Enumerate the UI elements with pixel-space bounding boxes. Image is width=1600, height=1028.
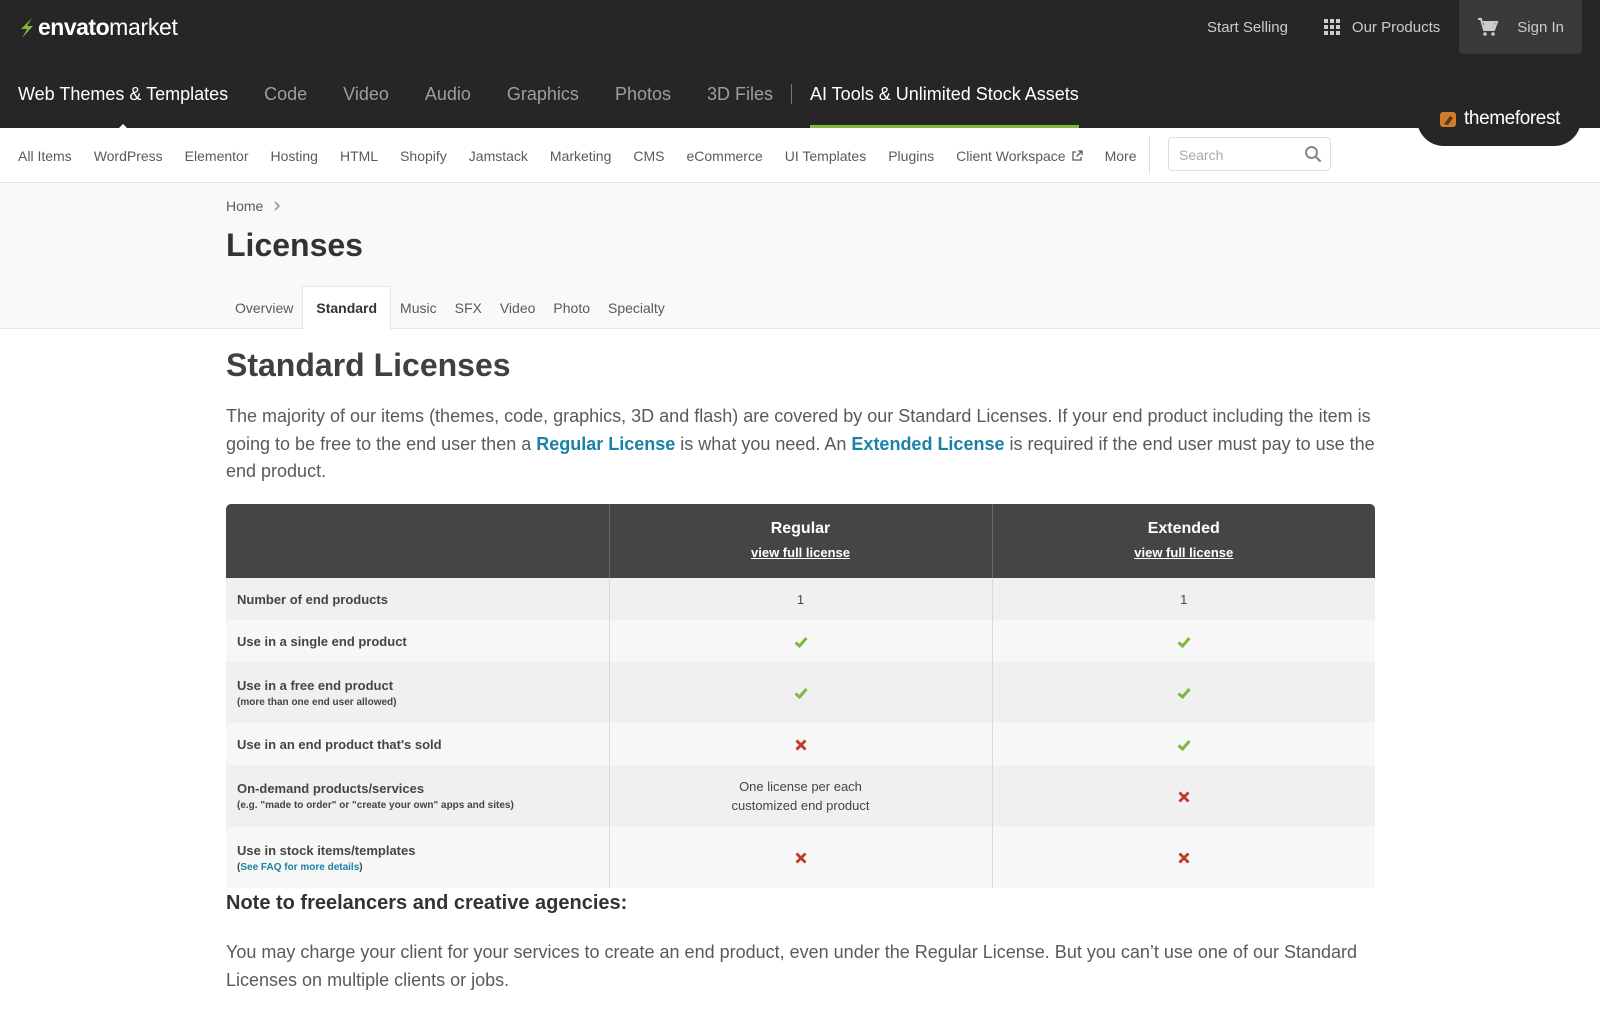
row-label: Number of end products [226, 578, 609, 620]
tab-specialty[interactable]: Specialty [608, 299, 665, 316]
apps-grid-icon [1324, 19, 1340, 35]
extended-column-title: Extended [1147, 520, 1220, 537]
top-header [0, 0, 1600, 128]
subnav-cms[interactable]: CMS [633, 147, 665, 164]
subnav-html[interactable]: HTML [339, 147, 379, 164]
category-code[interactable]: Code [264, 83, 308, 104]
table-row [226, 578, 1375, 620]
header-regular [609, 504, 992, 578]
subnav-ecommerce[interactable]: eCommerce [686, 147, 763, 164]
extended-value [992, 620, 1375, 662]
subnav-client-workspace[interactable] [956, 148, 1082, 164]
row-label: Use in stock items/templates [237, 842, 416, 858]
subnav-all-items[interactable]: All Items [18, 147, 72, 164]
category-divider [791, 84, 792, 104]
chevron-right-icon [273, 201, 281, 211]
intro-text-2: is what you need. An [675, 433, 852, 454]
row-note: (more than one end user allowed) [237, 696, 397, 708]
extended-view-full-license-link[interactable]: view full license [1134, 545, 1234, 560]
page-header [0, 183, 1600, 329]
tab-standard[interactable]: Standard [302, 286, 391, 330]
extended-value [992, 723, 1375, 765]
license-comparison-table [226, 504, 1375, 888]
regular-view-full-license-link[interactable]: view full license [751, 545, 850, 560]
note-suffix: ) [359, 861, 363, 873]
cross-icon [1177, 790, 1191, 804]
search-icon[interactable] [1304, 145, 1322, 163]
category-audio[interactable]: Audio [424, 83, 471, 104]
category-ai-tools[interactable]: AI Tools & Unlimited Stock Assets [810, 83, 1079, 104]
regular-value [609, 662, 992, 723]
search-input[interactable] [1179, 145, 1299, 165]
regular-value [609, 827, 992, 888]
tab-music[interactable]: Music [400, 299, 437, 316]
regular-value [609, 723, 992, 765]
page-title: Licenses [226, 227, 363, 263]
category-graphics[interactable]: Graphics [506, 83, 579, 104]
freelancer-note-text: You may charge your client for your services to create an end product, even under the Regular License. But you can’t use one of our Standard Licenses on multiple clients or jobs. [226, 942, 1358, 990]
breadcrumb [226, 198, 281, 214]
envato-market-logo[interactable] [18, 14, 178, 41]
table-row [226, 662, 1375, 723]
extended-value [992, 765, 1375, 827]
subnav-divider [1149, 136, 1150, 174]
logo-brand: envato [38, 14, 110, 40]
extended-license-link[interactable]: Extended License [851, 433, 1005, 454]
category-nav [18, 80, 1079, 108]
cart-signin-box [1459, 0, 1582, 54]
table-header-row [226, 504, 1375, 578]
check-icon [1177, 686, 1191, 700]
extended-value [992, 662, 1375, 723]
tab-sfx[interactable]: SFX [454, 299, 482, 316]
row-label-cell [226, 827, 609, 888]
client-workspace-label: Client Workspace [956, 147, 1066, 164]
subnav-shopify[interactable]: Shopify [400, 147, 447, 164]
license-tabs [226, 286, 674, 329]
themeforest-badge[interactable] [1417, 92, 1581, 146]
regular-value [609, 620, 992, 662]
check-icon [794, 686, 808, 700]
row-label-cell [226, 662, 609, 723]
row-note: (e.g. "made to order" or "create your own" apps and sites) [237, 800, 514, 811]
subnav-ui-templates[interactable]: UI Templates [784, 147, 867, 164]
subnav-marketing[interactable]: Marketing [549, 147, 612, 164]
category-web-themes[interactable]: Web Themes & Templates [18, 83, 229, 104]
subnav-plugins[interactable]: Plugins [888, 147, 935, 164]
row-label: On-demand products/services [237, 781, 425, 796]
extended-value [992, 578, 1375, 620]
sign-in-link[interactable]: Sign In [1517, 18, 1564, 36]
subnav-items [18, 128, 1158, 183]
section-title: Standard Licenses [226, 347, 511, 383]
intro-paragraph [226, 403, 1375, 486]
cross-icon [1177, 851, 1191, 865]
cart-icon[interactable] [1477, 17, 1499, 37]
intro-text-1: The majority of our items (themes, code, graphics, 3D and flash) are covered by our Standard Licenses. If your end product including the item is going to be free to the end user then a [226, 406, 1371, 454]
our-products-button[interactable] [1324, 19, 1440, 36]
subnav-elementor[interactable]: Elementor [184, 147, 249, 164]
subnav-more[interactable]: More [1104, 147, 1137, 164]
check-icon [1177, 635, 1191, 649]
regular-value-line-1: One license per each [739, 779, 862, 794]
regular-column-title: Regular [770, 520, 831, 537]
header-empty-cell [226, 504, 609, 578]
intro-text-3: is required if the end user must pay to use the end product. [226, 433, 1375, 481]
category-3d-files[interactable]: 3D Files [706, 83, 773, 104]
row-label: Use in a free end product [237, 677, 394, 693]
category-photos[interactable]: Photos [614, 83, 671, 104]
breadcrumb-home[interactable]: Home [226, 198, 264, 214]
envato-leaf-icon [18, 17, 36, 39]
freelancer-note-title: Note to freelancers and creative agencies: [226, 892, 628, 914]
regular-count: 1 [796, 591, 805, 607]
table-row [226, 827, 1375, 888]
header-extended [992, 504, 1375, 578]
our-products-label: Our Products [1351, 18, 1441, 36]
row-label: Use in a single end product [226, 620, 609, 662]
tab-video[interactable]: Video [499, 299, 536, 316]
table-row [226, 765, 1375, 827]
account-links [1207, 0, 1582, 54]
external-link-icon [1071, 150, 1083, 162]
row-note [237, 862, 609, 873]
subnav-jamstack[interactable]: Jamstack [468, 147, 528, 164]
cross-icon [794, 738, 808, 752]
tab-overview[interactable]: Overview [235, 299, 294, 316]
table-row [226, 723, 1375, 765]
check-icon [1177, 738, 1191, 752]
faq-link[interactable]: See FAQ for more details [240, 861, 360, 873]
row-label: Use in an end product that's sold [226, 723, 609, 765]
themeforest-name: themeforest [1464, 108, 1560, 129]
extended-value [992, 827, 1375, 888]
extended-count: 1 [1180, 591, 1188, 607]
tab-photo[interactable]: Photo [553, 299, 590, 316]
search-box [1168, 137, 1331, 171]
row-label-cell [226, 765, 609, 827]
table-row [226, 620, 1375, 662]
logo-suffix: market [109, 14, 178, 40]
check-icon [794, 635, 808, 649]
regular-value [609, 578, 992, 620]
category-video[interactable]: Video [343, 83, 389, 104]
start-selling-link[interactable]: Start Selling [1207, 18, 1288, 36]
cross-icon [794, 851, 808, 865]
regular-value [609, 765, 992, 827]
subnav-wordpress[interactable]: WordPress [93, 147, 163, 164]
themeforest-logo-icon [1438, 108, 1460, 130]
regular-value-line-2: customized end product [731, 798, 870, 813]
sub-navigation [0, 128, 1600, 183]
regular-license-link[interactable]: Regular License [536, 433, 676, 454]
subnav-hosting[interactable]: Hosting [270, 147, 318, 164]
note-prefix: ( [237, 861, 241, 873]
